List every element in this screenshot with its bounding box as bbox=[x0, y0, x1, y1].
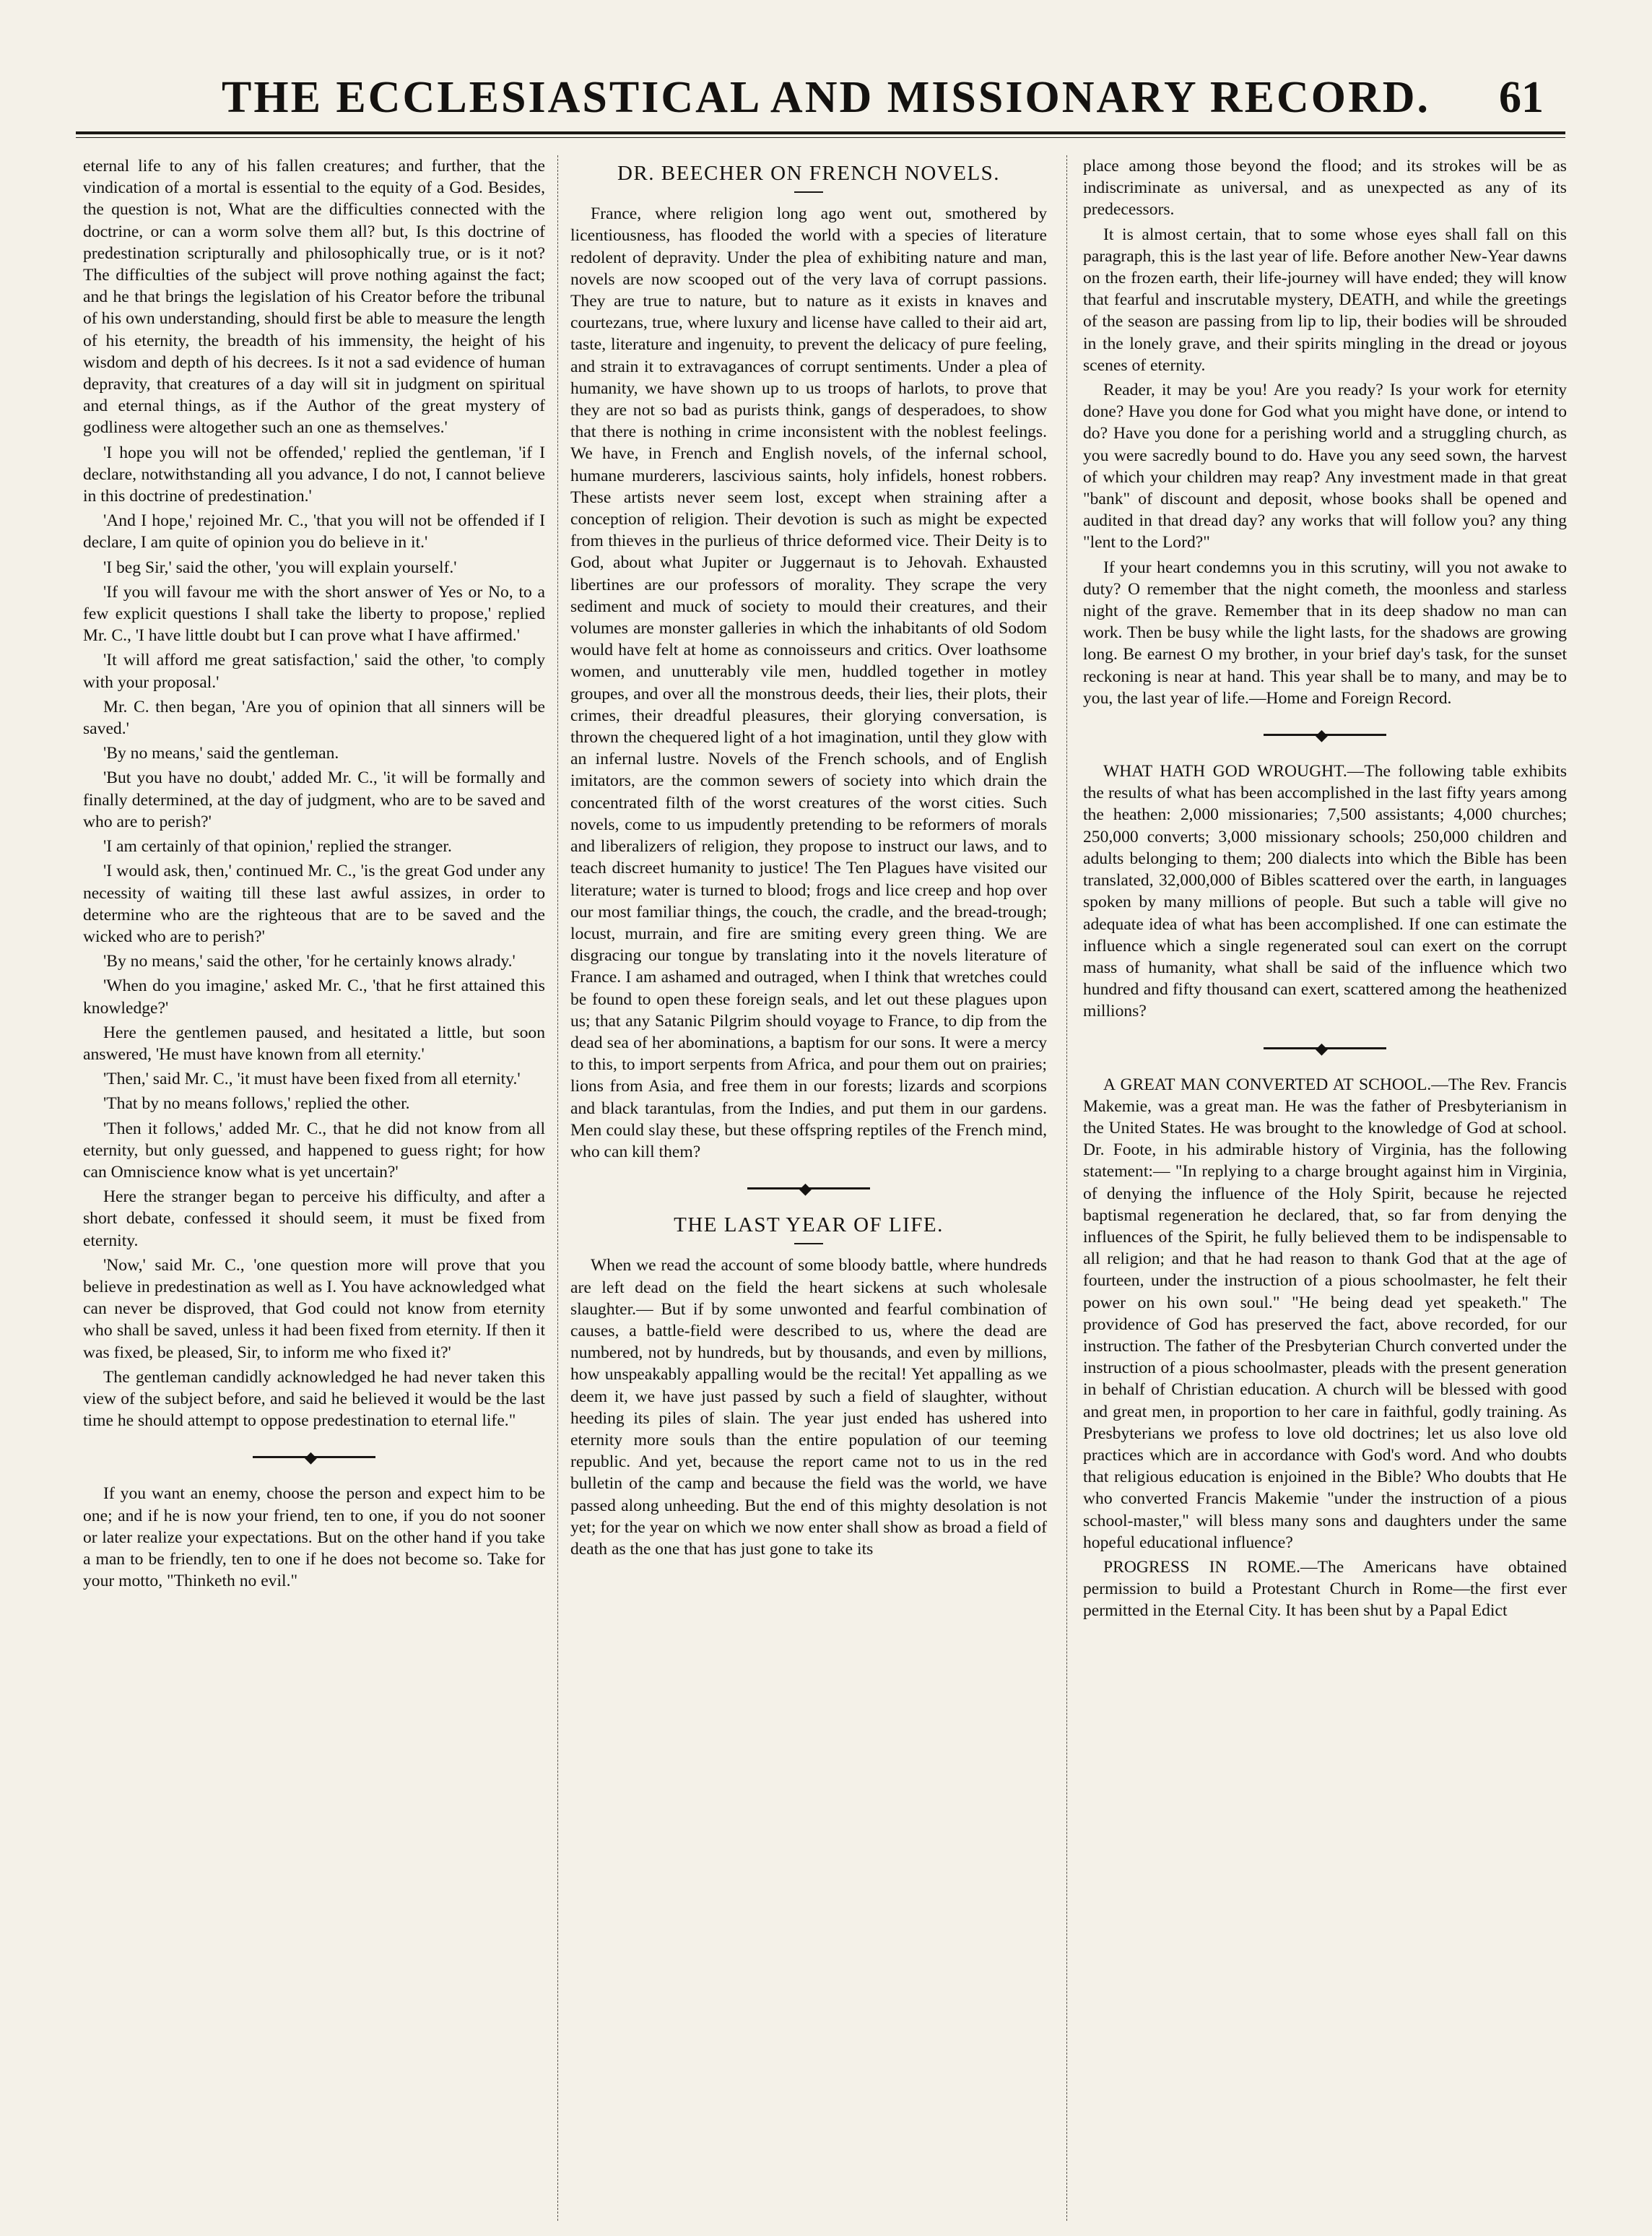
section-separator bbox=[747, 1187, 870, 1190]
article-heading-last-year: THE LAST YEAR OF LIFE. bbox=[674, 1213, 944, 1237]
paragraph: 'But you have no doubt,' added Mr. C., 'it will be formally and finally determined, at the day of judgment, who are to be saved and who are to perish?' bbox=[83, 768, 545, 831]
paragraph: If your heart condemns you in this scrutiny, will you not awake to duty? O remember that the night cometh, the moonless and starless night of the grave. Remember that in its deep shadow no man can work. Then be busy while the light lasts, for the shadows are growing long. Be earnest O my brother, in your brief day's task, for the sunset reckoning is near at hand. This year shall be to many, and may be to you, the last year of life.—Home and Foreign Record. bbox=[1083, 558, 1567, 708]
column-left bbox=[83, 155, 545, 2221]
paragraph: 'If you will favour me with the short answer of Yes or No, to a few explicit questions I shall take the liberty to propose,' replied Mr. C., 'I have little doubt but I can prove what I have affirmed.' bbox=[83, 582, 545, 646]
section-separator bbox=[1264, 1047, 1386, 1049]
paragraph: If you want an enemy, choose the person and expect him to be one; and if he is now your friend, ten to one, if you do not sooner or later realize your expectations. But on the other hand if you take a man to be friendly, ten to one if he does not become so. Take for your motto, "Thinketh no evil." bbox=[83, 1484, 545, 1591]
heading-dash bbox=[794, 1243, 823, 1244]
paragraph: The gentleman candidly acknowledged he had never taken this view of the subject before, and said he believed it would be the last time he should attempt to oppose predestination to eternal life." bbox=[83, 1367, 545, 1431]
column-right bbox=[1083, 155, 1567, 2221]
column-divider bbox=[1066, 155, 1067, 2221]
paragraph: 'I am certainly of that opinion,' replied the stranger. bbox=[103, 837, 452, 857]
paragraph: 'That by no means follows,' replied the other. bbox=[103, 1094, 410, 1114]
paragraph: 'Then,' said Mr. C., 'it must have been fixed from all eternity.' bbox=[103, 1070, 521, 1089]
paragraph: 'I beg Sir,' said the other, 'you will explain yourself.' bbox=[103, 558, 457, 577]
section-separator bbox=[253, 1456, 375, 1458]
column-divider bbox=[557, 155, 558, 2221]
paragraph: France, where religion long ago went out, smothered by licentiousness, has flooded the world with a species of literature redolent of depravity. Under the plea of exhibiting nature and man, novels are now scooped out of the very lava of corrupt passions. They are true to nature, but to nature as it exists in knaves and courtezans, true, where luxury and license have called to their aid art, taste, literature and ingenuity, to prevent the delicacy of pure feeling, and strain it to extravagances of corrupt sentiments. Under a plea of humanity, we have shown up to us troops of harlots, to prove that they are not so bad as purists think, gangs of desperadoes, to show that there is nothing in crime inconsistent with the noblest feelings. We have, in French and English novels, of the infernal school, humane murderers, lascivious saints, holy infidels, honest robbers. These artists never seem lost, except when straining after a conception of religion. Their devotion is such as might be expected from thieves in the purlieus of thrice deformed vice. Their Deity is to God, about what Jupiter or Juggernaut is to Jehovah. Exhausted libertines are our professors of morality. They scrape the very sediment and muck of society to mould their creatures, and their volumes are monster galleries in which the inhabitants of old Sodom would have felt at home as connoisseurs and critics. Over loathsome women, and unutterably vile men, huddled together in motley groupes, and over all the monstrous deeds, their lies, their plots, their crimes, their dreadful pleasures, their glorying conversation, is thrown the chequered light of a hot imagination, until they glow with an infernal lustre. Novels of the French schools, and of English imitators, are the common sewers of society into which drain the concentrated filth of the worst creatures of the worst cities. Such novels, come to us impudently pretending to be reformers of morals and liberalizers of religion, they propose to instruct our laws, and to teach discreet humanity to justice! The Ten Plagues have visited our literature; water is turned to blood; frogs and lice creep and hop over our most familiar things, the couch, the cradle, and the bread-trough; locust, murrain, and fire are smiting every green thing. We are disgracing our tongue by translating into it the novels literature of France. I am ashamed and outraged, when I think that wretches could be found to open these foreign seals, and let out these plagues upon us; that any Satanic Pilgrim should voyage to France, to dip from the dead sea of her abominations, a baptism for our sons. It were a mercy to this, to import serpents from Africa, and pour them out on prairies; lions from Asia, and free them in our forests; lizards and scorpions and black tarantulas, from the Indies, and put them in our gardens. Men could slay these, but these offspring reptiles of the French mind, who can kill them? bbox=[570, 204, 1047, 1161]
paragraph: Reader, it may be you! Are you ready? Is your work for eternity done? Have you done for God what you might have done, or intend to do? Have you done for a perishing world and a struggling church, as you were sacredly bound to do. Have you any seed sown, the harvest of which your children may reap? Any investment made in that great "bank" of discount and deposit, whose books shall be opened and audited in that dread day? any works that will follow you? any thing "lent to the Lord?" bbox=[1083, 381, 1567, 552]
paragraph: 'By no means,' said the gentleman. bbox=[103, 744, 339, 763]
paragraph: When we read the account of some bloody battle, where hundreds are left dead on the field the heart sickens at such wholesale slaughter.— But if by some unwonted and fearful combination of causes, a battle-field were described to us, where the dead are numbered, not by hundreds, but by thousands, and even by millions, how unspeakably appalling would be the recital! Yet appalling as we deem it, we have just passed by such a field of slaughter, without heeding its piles of slain. The year just ended has ushered into eternity more souls than the entire population of our teeming republic. And yet, because the report came not to us in the red bulletin of the camp and because the field was the world, we have passed along unheeding. But the end of this mighty desolation is not yet; for the year on which we now enter shall show as broad a field of death as the one that has just gone to take its bbox=[570, 1256, 1047, 1559]
paragraph: WHAT HATH GOD WROUGHT.—The following table exhibits the results of what has been accomplished in the last fifty years among the heathen: 2,000 missionaries; 7,500 assistants; 4,000 churches; 250,000 converts; 3,000 missionary schools; 250,000 children and adults belonging to them; 200 dialects into which the Bible has been translated, 32,000,000 of Bibles scattered over the earth, in languages spoken by many millions of people. But such a table will give no adequate idea of what has been accomplished. If one can estimate the influence which a single regenerated soul can exert on the corrupt mass of humanity, what shall be said of the influence which two hundred and fifty thousand can exert, scattered among the heathenized millions? bbox=[1083, 762, 1567, 1021]
paragraph: 'I hope you will not be offended,' replied the gentleman, 'if I declare, notwithstanding all you advance, I do not, I cannot believe in this doctrine of predestination.' bbox=[83, 443, 545, 506]
paragraph: 'When do you imagine,' asked Mr. C., 'that he first attained this knowledge?' bbox=[83, 976, 545, 1018]
paragraph: 'And I hope,' rejoined Mr. C., 'that you will not be offended if I declare, I am quite of opinion you do believe in it.' bbox=[83, 511, 545, 552]
column-middle bbox=[570, 155, 1047, 2221]
paragraph: PROGRESS IN ROME.—The Americans have obtained permission to build a Protestant Church in Rome—the first ever permitted in the Eternal City. It has been shut by a Papal Edict bbox=[1083, 1557, 1567, 1621]
paragraph: It is almost certain, that to some whose eyes shall fall on this paragraph, this is the last year of life. Before another New-Year dawns on the frozen earth, their life-journey will have ended; they will know that fearful and inscrutable mystery, DEATH, and while the greetings of the season are passing from lip to lip, their bodies will be shrouded in the lonely grave, and their spirits mingling in the dread or joyous scenes of eternity. bbox=[1083, 225, 1567, 375]
header-rule bbox=[76, 131, 1565, 134]
section-separator bbox=[1264, 734, 1386, 736]
paragraph: eternal life to any of his fallen creatures; and further, that the vindication of a mortal is essential to the equity of a God. Besides, the question is not, What are the difficulties connected with the doctrine, or can a worm solve them all? but, Is this doctrine of predestination scripturally and philosophically true, or is it not? The difficulties of the subject will prove nothing against the fact; and he that brings the legislation of his Creator before the tribunal of his own understanding, should first be able to measure the length of his eternity, the breadth of his immensity, the height of his wisdom and depth of his decrees. Is it not a sad evidence of human depravity, that creatures of a day will sit in judgment on spiritual and eternal things, as if the Author of the great mystery of godliness were altogether such an one as themselves.' bbox=[83, 157, 545, 438]
heading-dash bbox=[794, 191, 823, 193]
paragraph: 'Now,' said Mr. C., 'one question more will prove that you believe in predestination as well as I. You have acknowledged what can never be disproved, that God could not know from eternity who shall be saved, unless it had been fixed from eternity. If then it was fixed, be pleased, Sir, to inform me who fixed it?' bbox=[83, 1255, 545, 1362]
paragraph: Mr. C. then began, 'Are you of opinion that all sinners will be saved.' bbox=[83, 697, 545, 739]
paragraph: 'By no means,' said the other, 'for he certainly knows alrady.' bbox=[103, 952, 516, 971]
masthead bbox=[0, 72, 1652, 130]
page-title: THE ECCLESIASTICAL AND MISSIONARY RECORD. bbox=[221, 73, 1431, 122]
paragraph: Here the gentlemen paused, and hesitated a little, but soon answered, 'He must have known from all eternity.' bbox=[83, 1023, 545, 1064]
paragraph: A GREAT MAN CONVERTED AT SCHOOL.—The Rev. Francis Makemie, was a great man. He was the father of Presbyterianism in the United States. He was brought to the knowledge of God at school. Dr. Foote, in his admirable history of Virginia, has the following statement:— "In replying to a charge brought against him in Virginia, of denying the influence of the Holy Spirit, because he rejected baptismal regeneration he declared, that, so far from denying the influences of the Spirit, he fully believed them to be indispensable to all religion; and that he had reason to thank God that at the age of fourteen, under the instruction of a pious schoolmaster, he felt their power on his own soul." "He being dead yet speaketh." The providence of God has preserved the fact, above recorded, for our instruction. The father of the Presbyterian Church converted under the instruction of a pious schoolmaster, pleads with the present generation in behalf of Christian education. A church will be blessed with good and great men, in proportion to her care in faithful, godly training. As Presbyterians we profess to love old doctrines; let us also love old practices which are in accordance with God's word. And who doubts that religious education is enjoined in the Bible? Who doubts that He who converted Francis Makemie "under the instruction of a pious school-master," will bless many sons and daughters under the same hopeful educational influence? bbox=[1083, 1075, 1567, 1552]
paragraph: place among those beyond the flood; and its strokes will be as indiscriminate as universal, and as unexpected as any of its predecessors. bbox=[1083, 157, 1567, 220]
paragraph: 'It will afford me great satisfaction,' said the other, 'to comply with your proposal.' bbox=[83, 651, 545, 692]
article-heading-french-novels: DR. BEECHER ON FRENCH NOVELS. bbox=[617, 162, 1001, 185]
paragraph: 'I would ask, then,' continued Mr. C., 'is the great God under any necessity of waiting till these last awful assizes, in order to determine who are the righteous that are to be saved and the wicked who are to perish?' bbox=[83, 862, 545, 946]
header-rule-thin bbox=[76, 137, 1565, 138]
paragraph: 'Then it follows,' added Mr. C., that he did not know from all eternity, but only guessed, and happened to guess right; for how can Omniscience know what is yet uncertain?' bbox=[83, 1119, 545, 1182]
paragraph: Here the stranger began to perceive his difficulty, and after a short debate, confessed it should seem, it must be fixed from eternity. bbox=[83, 1187, 545, 1250]
page-number: 61 bbox=[1499, 73, 1544, 122]
